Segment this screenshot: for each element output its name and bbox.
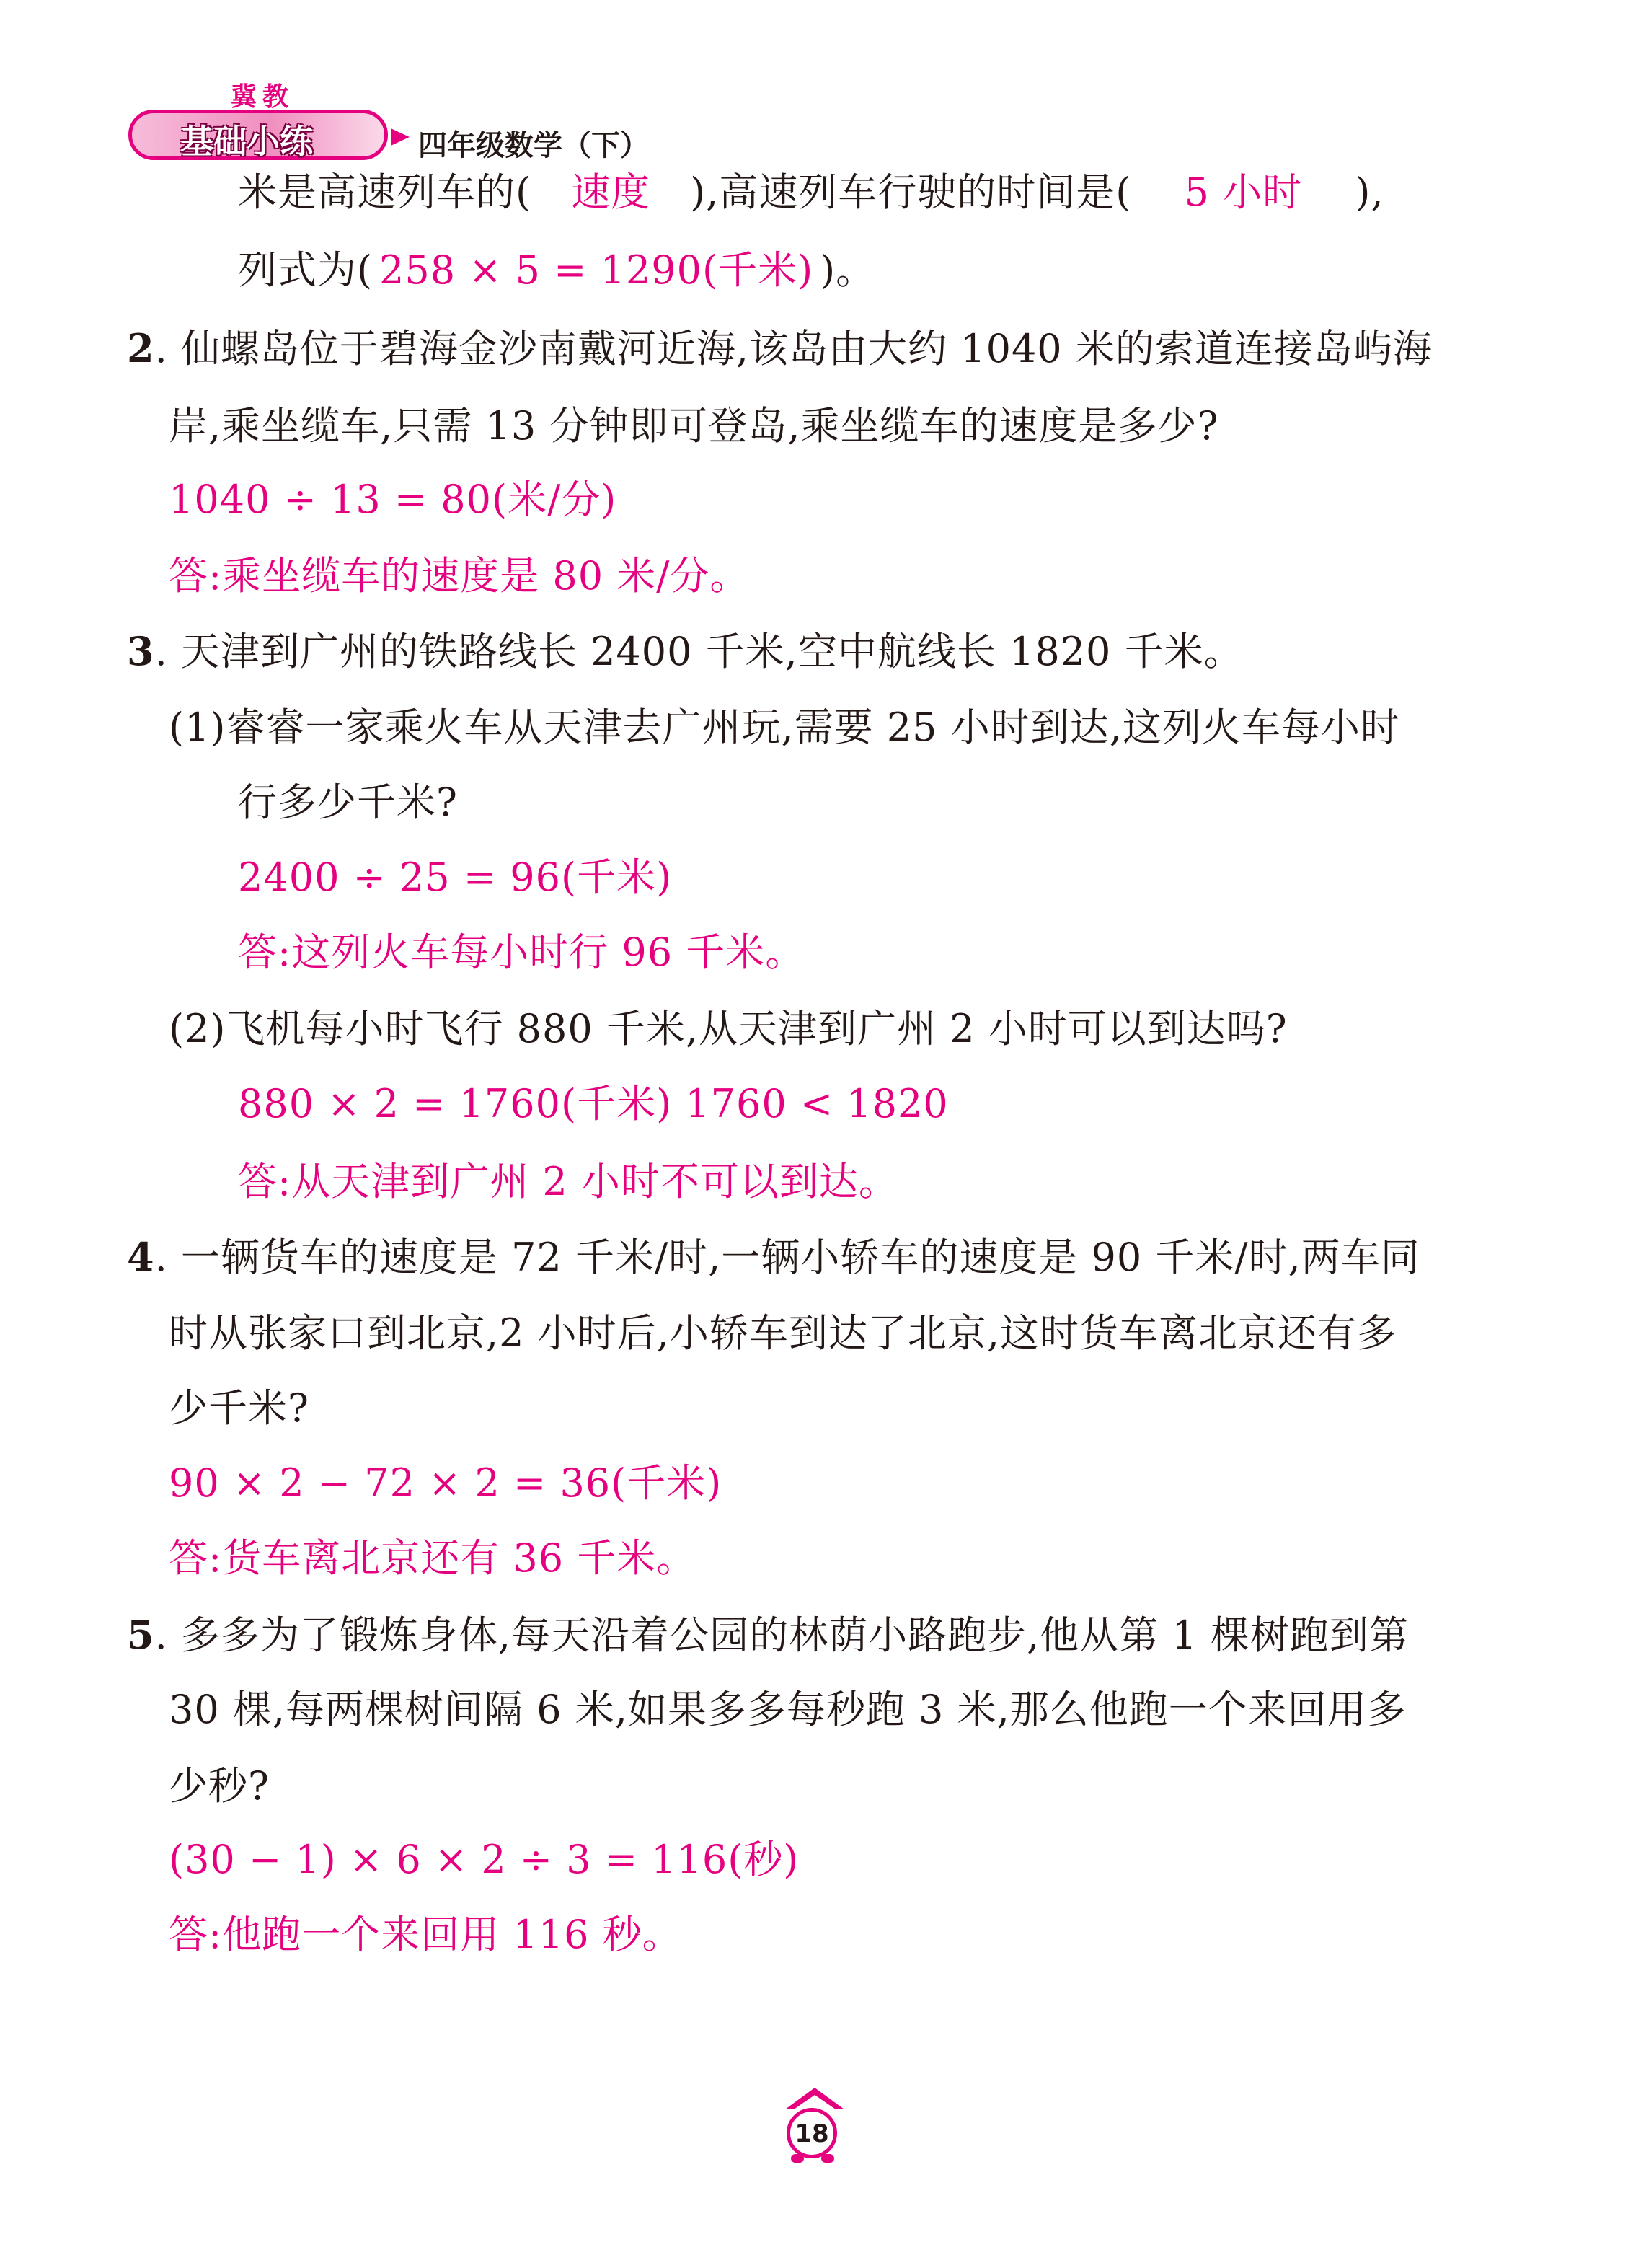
question-3-part-2-answer: 答:从天津到广州 2 小时不可以到达。	[238, 1159, 898, 1204]
question-text: . 天津到广州的铁路线长 2400 千米,空中航线长 1820 千米。	[154, 629, 1244, 674]
q1-text: )。	[820, 247, 876, 293]
question-text: . 仙螺岛位于碧海金沙南戴河近海,该岛由大约 1040 米的索道连接岛屿海	[154, 326, 1433, 371]
q1-text: ),高速列车行驶的时间是(	[690, 169, 1132, 215]
q1-text: 列式为(	[238, 247, 373, 293]
question-2-calculation: 1040 ÷ 13 = 80(米/分)	[169, 477, 617, 522]
q1-blank-2: 5 小时	[1184, 169, 1303, 215]
question-2-answer: 答:乘坐缆车的速度是 80 米/分。	[169, 553, 750, 599]
question-4-line-1	[127, 1234, 1420, 1280]
question-text: . 一辆货车的速度是 72 千米/时,一辆小轿车的速度是 90 千米/时,两车同	[154, 1235, 1420, 1280]
question-2-line-2: 岸,乘坐缆车,只需 13 分钟即可登岛,乘坐缆车的速度是多少?	[169, 403, 1219, 449]
question-3-line-1	[127, 628, 1244, 674]
question-4-calculation: 90 × 2 − 72 × 2 = 36(千米)	[169, 1460, 722, 1506]
clock-foot-left	[791, 2154, 804, 2163]
question-4-line-3: 少千米?	[169, 1385, 309, 1431]
question-5-line-1	[127, 1612, 1409, 1658]
clock-foot-right	[821, 2154, 834, 2163]
grade-subject-label: 四年级数学（下）	[418, 129, 649, 162]
question-5-calculation: (30 − 1) × 6 × 2 ÷ 3 = 116(秒)	[169, 1837, 800, 1882]
q1-text: ),	[1355, 169, 1384, 215]
page-number: 18	[795, 2119, 829, 2148]
publisher-label: 冀教	[231, 82, 295, 112]
question-3-part-1-line-1: (1)睿睿一家乘火车从天津去广州玩,需要 25 小时到达,这列火车每小时	[169, 705, 1400, 750]
question-4-line-2: 时从张家口到北京,2 小时后,小轿车到达了北京,这时货车离北京还有多	[169, 1310, 1397, 1356]
question-3-part-2-line-1: (2)飞机每小时飞行 880 千米,从天津到广州 2 小时可以到达吗?	[169, 1006, 1288, 1051]
question-number: 3	[127, 628, 155, 674]
question-number: 2	[127, 325, 155, 371]
question-5-answer: 答:他跑一个来回用 116 秒。	[169, 1912, 682, 1957]
question-3-part-1-line-2: 行多少千米?	[238, 780, 458, 825]
question-5-line-3: 少秒?	[169, 1763, 270, 1809]
pencil-tip-icon	[391, 128, 410, 146]
question-3-part-1-calculation: 2400 ÷ 25 = 96(千米)	[238, 855, 673, 900]
question-3-part-2-calculation: 880 × 2 = 1760(千米) 1760 < 1820	[238, 1081, 949, 1126]
q1-text: 米是高速列车的(	[238, 169, 532, 215]
question-3-part-1-answer: 答:这列火车每小时行 96 千米。	[238, 930, 805, 975]
question-number: 4	[127, 1234, 155, 1280]
q1-line-2	[238, 247, 876, 293]
question-number: 5	[127, 1612, 155, 1658]
question-4-answer: 答:货车离北京还有 36 千米。	[169, 1535, 696, 1581]
house-roof-inner	[794, 2095, 836, 2109]
question-text: . 多多为了锻炼身体,每天沿着公园的林荫小路跑步,他从第 1 棵树跑到第	[154, 1612, 1409, 1658]
series-title: 基础小练	[180, 122, 313, 161]
q1-blank-3: 258 × 5 = 1290(千米)	[379, 247, 814, 293]
page-number-badge	[781, 2088, 849, 2167]
question-2-line-1	[127, 325, 1433, 371]
q1-blank-1: 速度	[571, 169, 651, 215]
q1-line-1	[238, 169, 1384, 215]
question-5-line-2: 30 棵,每两棵树间隔 6 米,如果多多每秒跑 3 米,那么他跑一个来回用多	[169, 1687, 1407, 1732]
page-header	[123, 66, 649, 162]
